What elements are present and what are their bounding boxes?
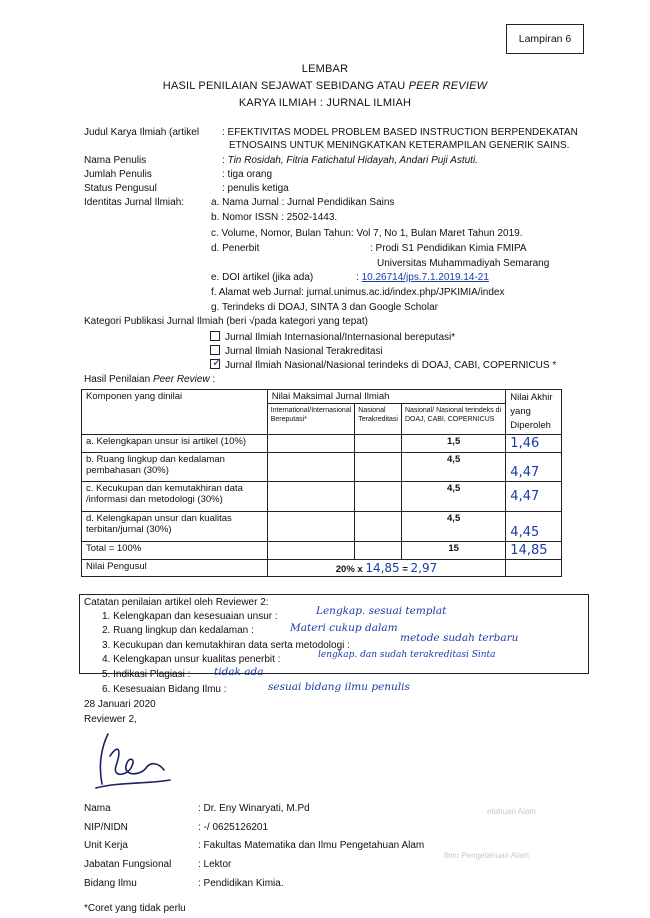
review-score-table — [81, 389, 562, 577]
kategori-option-terindeks[interactable]: ✓ Jurnal Ilmiah Nasional/Nasional terindeks di DOAJ, CABI, COPERNICUS * — [212, 355, 557, 371]
reviewer-label: Reviewer 2, — [84, 714, 137, 725]
akhir-d: 4,45 — [506, 512, 562, 542]
catatan-item-1: 1. Kelengkapan dan kesesuaian unsur : — [102, 611, 278, 622]
identitas-g: g. Terindeks di DOAJ, SINTA 3 dan Google Scholar — [211, 302, 438, 313]
unit-value: : Fakultas Matematika dan Ilmu Pengetahuan Alam — [198, 840, 425, 851]
catatan-item-4: 4. Kelengkapan unsur kualitas penerbit : — [102, 654, 281, 665]
komponen-a: a. Kelengkapan unsur isi artikel (10%) — [82, 435, 268, 453]
empty-cell — [267, 453, 355, 482]
nilai-pengusul-value: 20% x 14,85 = 2,97 — [267, 560, 506, 577]
total-maks: 15 — [401, 542, 505, 560]
empty-cell — [267, 435, 355, 453]
nilai-pengusul-label: Nilai Pengusul — [82, 560, 268, 577]
identitas-d-label: d. Penerbit — [211, 243, 260, 254]
nip-value: : -/ 0625126201 — [198, 822, 269, 833]
maks-b: 4,5 — [401, 453, 505, 482]
akhir-a: 1,46 — [506, 435, 562, 453]
table-row — [82, 542, 562, 560]
empty-cell — [267, 542, 355, 560]
title-hasil-penilaian: HASIL PENILAIAN SEJAWAT SEBIDANG ATAU PEER REVIEW — [162, 80, 488, 92]
identitas-label: Identitas Jurnal Ilmiah: — [84, 197, 185, 208]
title-lembar: LEMBAR — [301, 63, 349, 75]
catatan-hand-6: sesuai bidang ilmu penulis — [268, 681, 410, 693]
identitas-b: b. Nomor ISSN : 2502-1443. — [211, 212, 338, 223]
empty-cell — [355, 482, 402, 512]
maks-a: 1,5 — [401, 435, 505, 453]
identitas-f: f. Alamat web Jurnal: jurnal.unimus.ac.id/index.php/JPKIMIA/index — [211, 287, 505, 298]
title-karya-ilmiah: KARYA ILMIAH : JURNAL ILMIAH — [238, 97, 412, 109]
nama-label: Nama — [84, 803, 111, 814]
kategori-label: Kategori Publikasi Jurnal Ilmiah (beri √pada kategori yang tepat) — [84, 316, 368, 327]
identitas-e-value: : 10.26714/jps.7.1.2019.14-21 — [356, 272, 489, 283]
empty-cell — [355, 512, 402, 542]
identitas-e-label: e. DOI artikel (jika ada) — [211, 272, 314, 283]
akhir-b: 4,47 — [506, 453, 562, 482]
table-row — [82, 435, 562, 453]
table-row — [82, 560, 562, 577]
bleed-text-a: etahuan Alam — [487, 807, 536, 816]
total-label: Total = 100% — [82, 542, 268, 560]
judul-value-1: : EFEKTIVITAS MODEL PROBLEM BASED INSTRUCTION BERPENDEKATAN — [222, 127, 578, 138]
empty-cell — [355, 453, 402, 482]
identitas-d-value-2: Universitas Muhammadiyah Semarang — [377, 258, 550, 269]
total-akhir: 14,85 — [506, 542, 562, 560]
akhir-c: 4,47 — [506, 482, 562, 512]
nip-label: NIP/NIDN — [84, 822, 128, 833]
footnote: *Coret yang tidak perlu — [84, 903, 186, 914]
checkmark-icon: ✓ — [212, 355, 223, 369]
header-nilai-maks: Nilai Maksimal Jurnal Ilmiah — [267, 390, 506, 404]
lampiran-label: Lampiran 6 — [506, 24, 584, 54]
catatan-hand-2: Materi cukup dalam — [290, 622, 398, 634]
checkbox-checked[interactable] — [210, 355, 223, 369]
catatan-hand-3: metode sudah terbaru — [400, 632, 519, 644]
catatan-item-5: 5. Indikasi Plagiasi : — [102, 669, 191, 680]
identitas-d-value-1: : Prodi S1 Pendidikan Kimia FMIPA — [370, 243, 527, 254]
empty-cell — [355, 542, 402, 560]
jabatan-value: : Lektor — [198, 859, 232, 870]
table-row — [82, 453, 562, 482]
catatan-item-2: 2. Ruang lingkup dan kedalaman : — [102, 625, 254, 636]
empty-cell — [267, 512, 355, 542]
checkbox-empty[interactable] — [210, 331, 220, 341]
table-row — [82, 512, 562, 542]
kategori-option-internasional[interactable]: Jurnal Ilmiah Internasional/Internasional bereputasi* — [210, 331, 455, 343]
hasil-penilaian-label: Hasil Penilaian Peer Review : — [84, 374, 216, 385]
maks-d: 4,5 — [401, 512, 505, 542]
catatan-hand-4: lengkap. dan sudah terakreditasi Sinta — [318, 650, 496, 660]
header-nasional-terindeks: Nasional/ Nasional terindeks di DOAJ, CABI, COPERNICUS — [401, 404, 505, 435]
reviewer-signature — [88, 726, 178, 796]
bidang-value: : Pendidikan Kimia. — [198, 878, 284, 889]
bidang-label: Bidang Ilmu — [84, 878, 137, 889]
penulis-value: : Tin Rosidah, Fitria Fatichatul Hidayah, Andari Puji Astuti. — [222, 155, 478, 166]
unit-label: Unit Kerja — [84, 840, 128, 851]
doi-link[interactable]: 10.26714/jps.7.1.2019.14-21 — [361, 272, 489, 283]
identitas-c: c. Volume, Nomor, Bulan Tahun: Vol 7, No 1, Bulan Maret Tahun 2019. — [211, 228, 523, 239]
maks-c: 4,5 — [401, 482, 505, 512]
nama-value: : Dr. Eny Winaryati, M.Pd — [198, 803, 310, 814]
judul-value-2: ETNOSAINS UNTUK MENINGKATKAN KETERAMPILAN GENERIK SAINS. — [229, 140, 570, 151]
bleed-text-b: Ilmu Pengetahuan Alam — [444, 851, 529, 860]
header-internasional: International/Internasional Bereputasi* — [267, 404, 355, 435]
checkbox-empty[interactable] — [210, 345, 220, 355]
table-row — [82, 482, 562, 512]
tanggal: 28 Januari 2020 — [84, 699, 156, 710]
kategori-option-terakreditasi[interactable]: Jurnal Ilmiah Nasional Terakreditasi — [210, 345, 383, 357]
jumlah-label: Jumlah Penulis — [84, 169, 152, 180]
jabatan-label: Jabatan Fungsional — [84, 859, 172, 870]
catatan-title: Catatan penilaian artikel oleh Reviewer 2: — [84, 597, 269, 608]
catatan-item-6: 6. Kesesuaian Bidang Ilmu : — [102, 684, 227, 695]
empty-cell — [355, 435, 402, 453]
komponen-d: d. Kelengkapan unsur dan kualitas terbitan/jurnal (30%) — [82, 512, 268, 542]
identitas-a: a. Nama Jurnal : Jurnal Pendidikan Sains — [211, 197, 395, 208]
header-nasional: Nasional Terakreditasi — [355, 404, 402, 435]
status-value: : penulis ketiga — [222, 183, 289, 194]
catatan-item-3: 3. Kecukupan dan kemutakhiran data serta metodologi : — [102, 640, 350, 651]
jumlah-value: : tiga orang — [222, 169, 273, 180]
penulis-label: Nama Penulis — [84, 155, 147, 166]
header-komponen: Komponen yang dinilai — [82, 390, 268, 435]
header-nilai-akhir: Nilai Akhir yang Diperoleh — [506, 390, 562, 435]
catatan-hand-1: Lengkap. sesuai templat — [316, 605, 447, 617]
judul-label: Judul Karya Ilmiah (artikel — [84, 127, 200, 138]
empty-cell — [267, 482, 355, 512]
catatan-hand-5: tidak ada — [214, 666, 264, 678]
status-label: Status Pengusul — [84, 183, 157, 194]
komponen-b: b. Ruang lingkup dan kedalaman pembahasan (30%) — [82, 453, 268, 482]
empty-cell — [506, 560, 562, 577]
komponen-c: c. Kecukupan dan kemutakhiran data /informasi dan metodologi (30%) — [82, 482, 268, 512]
